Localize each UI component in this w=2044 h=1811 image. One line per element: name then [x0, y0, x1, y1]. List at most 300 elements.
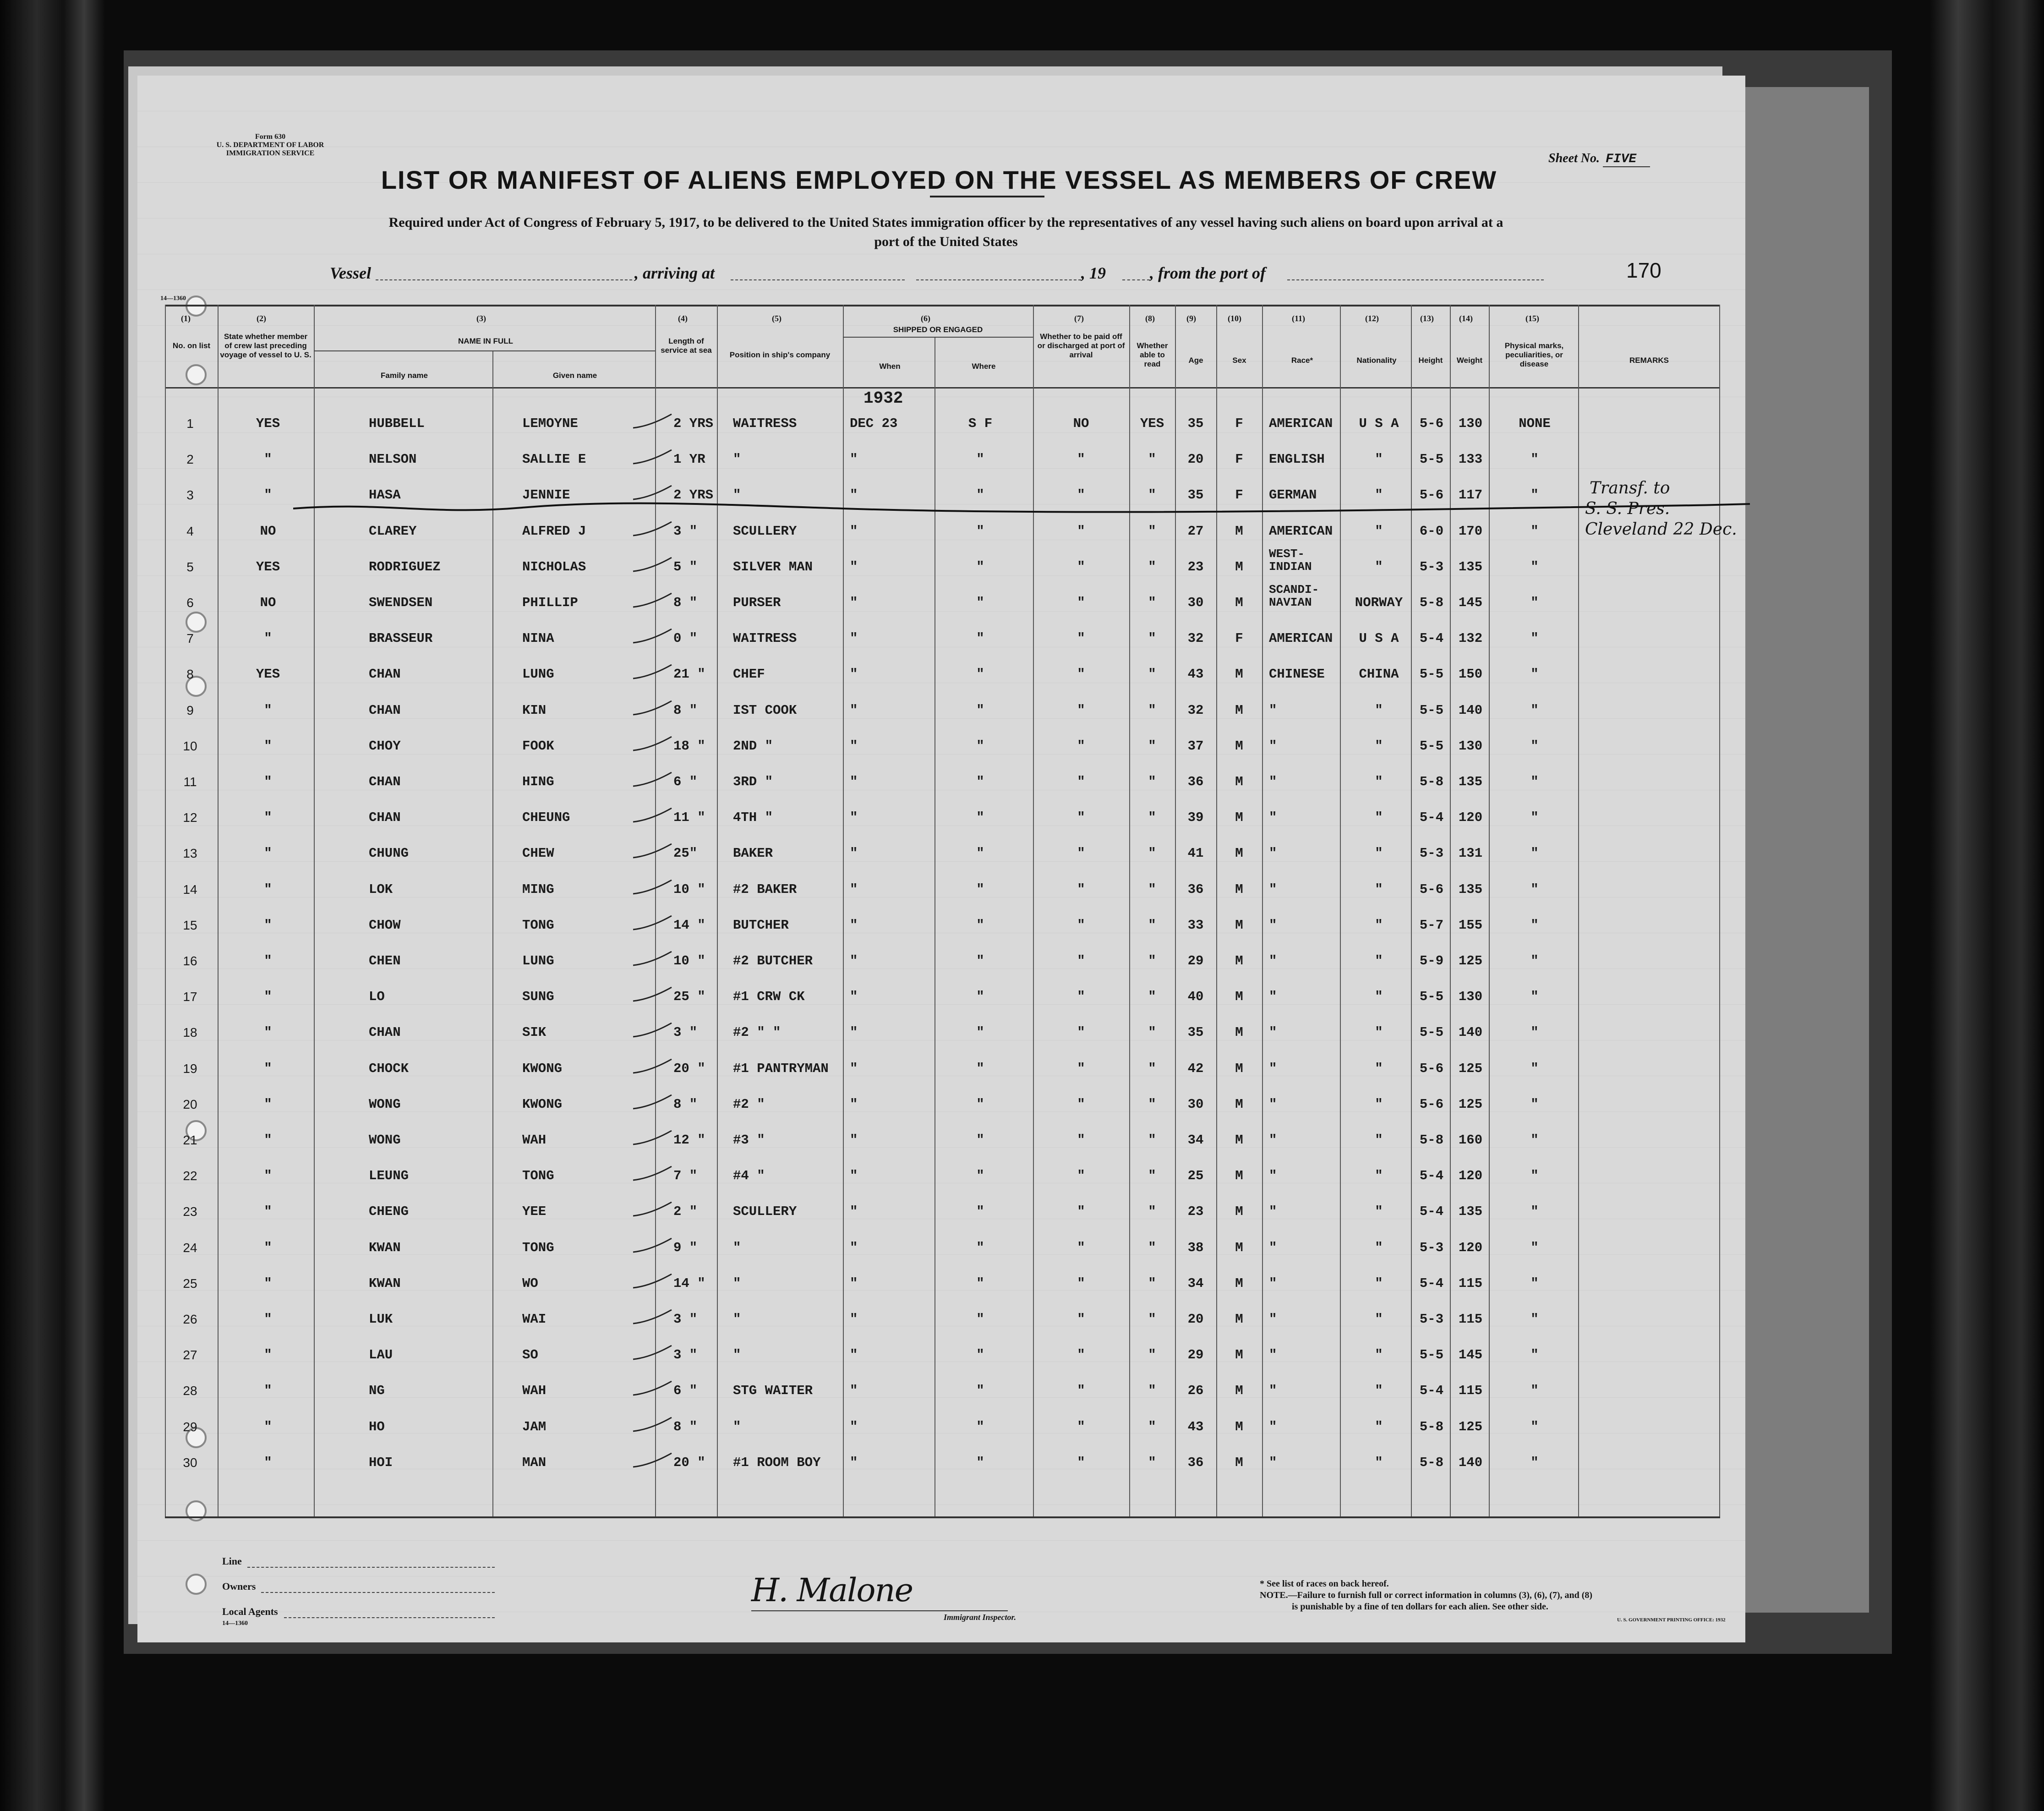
cell-service-length: 5 " — [673, 559, 698, 574]
cell-crew-status: " — [264, 631, 272, 646]
cell-family-name: CHUNG — [369, 846, 409, 861]
cell-sex: M — [1235, 595, 1243, 610]
cell-family-name: WONG — [369, 1133, 401, 1148]
cell-sex: M — [1235, 559, 1243, 574]
cell-given-name: KWONG — [522, 1061, 563, 1076]
col-num: (3) — [476, 314, 486, 323]
cell-shipped-where: " — [976, 523, 984, 539]
cell-physical-marks: " — [1530, 1275, 1539, 1291]
cell-row-number: 29 — [183, 1419, 197, 1434]
cell-nationality: " — [1375, 1025, 1383, 1040]
cell-able-to-read: " — [1148, 738, 1156, 754]
cell-nationality: " — [1375, 846, 1383, 861]
cell-shipped-where: " — [976, 487, 984, 503]
cell-nationality: U S A — [1359, 416, 1399, 431]
cell-row-number: 3 — [186, 488, 194, 503]
cell-shipped-where: " — [976, 559, 984, 574]
cell-age: 37 — [1187, 738, 1204, 754]
check-tick — [632, 985, 673, 1004]
cell-height: 5-6 — [1419, 1061, 1444, 1076]
cell-row-number: 27 — [183, 1348, 197, 1362]
cell-family-name: RODRIGUEZ — [369, 559, 441, 574]
cell-shipped-where: " — [976, 1455, 984, 1470]
cell-family-name: LO — [369, 989, 385, 1005]
cell-shipped-when: " — [850, 1419, 858, 1434]
cell-physical-marks: NONE — [1519, 416, 1551, 431]
cell-weight: 133 — [1458, 452, 1483, 467]
cell-row-number: 11 — [183, 775, 197, 789]
cell-service-length: 2 YRS — [673, 487, 714, 503]
cell-shipped-where: " — [976, 810, 984, 826]
check-tick — [632, 1416, 673, 1434]
cell-shipped-where: " — [976, 1347, 984, 1363]
scanner-border-left — [0, 0, 105, 1811]
cell-shipped-when: " — [850, 1240, 858, 1255]
cell-nationality: " — [1375, 1383, 1383, 1399]
check-tick — [632, 663, 673, 681]
cell-paid-off: " — [1077, 1133, 1085, 1148]
cell-able-to-read: " — [1148, 1455, 1156, 1470]
check-tick — [632, 1308, 673, 1326]
cell-physical-marks: " — [1530, 1312, 1539, 1327]
cell-crew-status: " — [264, 1383, 272, 1399]
cell-nationality: " — [1375, 487, 1383, 503]
cell-shipped-when: " — [850, 989, 858, 1005]
cell-age: 41 — [1187, 846, 1204, 861]
cell-family-name: CHOY — [369, 738, 401, 754]
cell-family-name: CHAN — [369, 810, 401, 826]
cell-physical-marks: " — [1530, 1204, 1539, 1220]
check-tick — [632, 1451, 673, 1470]
cell-crew-status: " — [264, 1455, 272, 1470]
cell-service-length: 10 " — [673, 953, 705, 968]
cell-height: 5-4 — [1419, 1204, 1444, 1220]
cell-nationality: " — [1375, 917, 1383, 933]
cell-race: " — [1269, 1275, 1277, 1291]
cell-position: " — [733, 452, 741, 467]
cell-able-to-read: " — [1148, 1383, 1156, 1399]
cell-nationality: " — [1375, 738, 1383, 754]
owners-label: Owners — [222, 1581, 256, 1592]
col-num: (1) — [181, 314, 191, 323]
cell-position: #4 " — [733, 1168, 765, 1184]
cell-able-to-read: " — [1148, 559, 1156, 574]
cell-age: 26 — [1187, 1383, 1204, 1399]
cell-race: " — [1269, 1383, 1277, 1399]
cell-row-number: 24 — [183, 1240, 197, 1255]
cell-age: 29 — [1187, 953, 1204, 968]
cell-row-number: 2 — [186, 452, 194, 467]
check-tick — [632, 1237, 673, 1255]
col-sex: Sex — [1232, 356, 1246, 365]
cell-position: 3RD " — [733, 774, 773, 789]
cell-able-to-read: " — [1148, 1025, 1156, 1040]
col-num: (2) — [257, 314, 266, 323]
check-tick — [632, 1093, 673, 1111]
cell-crew-status: YES — [256, 416, 280, 431]
cell-service-length: 3 " — [673, 1347, 698, 1363]
cell-age: 27 — [1187, 523, 1204, 539]
cell-able-to-read: " — [1148, 595, 1156, 610]
cell-family-name: CHEN — [369, 953, 401, 968]
cell-shipped-when: " — [850, 1025, 858, 1040]
col-num: (5) — [772, 314, 782, 323]
cell-weight: 115 — [1458, 1275, 1483, 1291]
cell-crew-status: " — [264, 1347, 272, 1363]
title-underline — [930, 196, 1044, 197]
cell-weight: 160 — [1458, 1133, 1483, 1148]
cell-age: 34 — [1187, 1275, 1204, 1291]
cell-crew-status: " — [264, 1133, 272, 1148]
cell-crew-status: " — [264, 1419, 272, 1434]
cell-weight: 155 — [1458, 917, 1483, 933]
cell-shipped-where: " — [976, 1204, 984, 1220]
cell-height: 5-5 — [1419, 1025, 1444, 1040]
cell-service-length: 20 " — [673, 1455, 705, 1470]
col-where: Where — [972, 362, 996, 371]
col-num: (14) — [1459, 314, 1473, 323]
cell-service-length: 10 " — [673, 881, 705, 897]
cell-sex: F — [1235, 631, 1243, 646]
cell-nationality: " — [1375, 1240, 1383, 1255]
cell-shipped-where: S F — [968, 416, 993, 431]
cell-service-length: 6 " — [673, 774, 698, 789]
cell-given-name: WAH — [522, 1383, 547, 1399]
cell-race: " — [1269, 1168, 1277, 1184]
table-top-rule — [165, 305, 1720, 306]
cell-service-length: 1 YR — [673, 452, 705, 467]
cell-weight: 117 — [1458, 487, 1483, 503]
cell-physical-marks: " — [1530, 631, 1539, 646]
cell-row-number: 22 — [183, 1169, 197, 1183]
cell-able-to-read: " — [1148, 1061, 1156, 1076]
cell-nationality: " — [1375, 1204, 1383, 1220]
cell-race: " — [1269, 1204, 1277, 1220]
cell-sex: M — [1235, 1383, 1243, 1399]
cell-nationality: " — [1375, 523, 1383, 539]
cell-service-length: 14 " — [673, 917, 705, 933]
cell-given-name: TONG — [522, 917, 554, 933]
cell-shipped-where: " — [976, 1419, 984, 1434]
cell-row-number: 12 — [183, 810, 197, 825]
cell-paid-off: " — [1077, 1419, 1085, 1434]
col-remarks: REMARKS — [1629, 356, 1669, 365]
cell-sex: M — [1235, 881, 1243, 897]
cell-family-name: NG — [369, 1383, 385, 1399]
cell-nationality: " — [1375, 1347, 1383, 1363]
cell-crew-status: " — [264, 702, 272, 718]
cell-nationality: " — [1375, 559, 1383, 574]
cell-height: 5-5 — [1419, 989, 1444, 1005]
check-tick — [632, 448, 673, 466]
cell-shipped-where: " — [976, 953, 984, 968]
cell-physical-marks: " — [1530, 1061, 1539, 1076]
col-given-name: Given name — [552, 371, 597, 380]
cell-service-length: 12 " — [673, 1133, 705, 1148]
cell-given-name: TONG — [522, 1240, 554, 1255]
cell-physical-marks: " — [1530, 595, 1539, 610]
cell-weight: 130 — [1458, 416, 1483, 431]
cell-height: 5-7 — [1419, 917, 1444, 933]
cell-shipped-when: " — [850, 1133, 858, 1148]
cell-given-name: LUNG — [522, 667, 554, 682]
cell-shipped-when: " — [850, 1096, 858, 1112]
cell-family-name: LEUNG — [369, 1168, 409, 1184]
cell-row-number: 10 — [183, 739, 197, 753]
col-when: When — [879, 362, 901, 371]
cell-given-name: SIK — [522, 1025, 547, 1040]
cell-sex: M — [1235, 810, 1243, 826]
cell-sex: M — [1235, 1061, 1243, 1076]
cell-family-name: HASA — [369, 487, 401, 503]
cell-service-length: 3 " — [673, 523, 698, 539]
cell-family-name: BRASSEUR — [369, 631, 433, 646]
cell-crew-status: " — [264, 1096, 272, 1112]
cell-race: " — [1269, 738, 1277, 754]
cell-age: 42 — [1187, 1061, 1204, 1076]
col-shipped-engaged: SHIPPED OR ENGAGED — [893, 325, 983, 334]
col-num: (8) — [1145, 314, 1155, 323]
check-tick — [632, 914, 673, 932]
cell-shipped-where: " — [976, 738, 984, 754]
cell-shipped-when: " — [850, 452, 858, 467]
form-number: Form 630 — [255, 133, 286, 141]
cell-race: WEST- INDIAN — [1269, 547, 1312, 574]
sheet-label: Sheet No. — [1548, 151, 1600, 165]
cell-nationality: " — [1375, 989, 1383, 1005]
cell-crew-status: " — [264, 1204, 272, 1220]
cell-nationality: " — [1375, 810, 1383, 826]
line-label: Line — [222, 1555, 242, 1567]
cell-position: #1 ROOM BOY — [733, 1455, 821, 1470]
cell-service-length: 8 " — [673, 595, 698, 610]
cell-given-name: MAN — [522, 1455, 547, 1470]
cell-paid-off: " — [1077, 559, 1085, 574]
col-num: (15) — [1525, 314, 1539, 323]
cell-able-to-read: " — [1148, 1133, 1156, 1148]
cell-race: ENGLISH — [1269, 452, 1325, 467]
cell-nationality: " — [1375, 1312, 1383, 1327]
year-label: , 19 — [1081, 264, 1106, 282]
cell-paid-off: " — [1077, 1347, 1085, 1363]
cell-height: 5-6 — [1419, 881, 1444, 897]
cell-shipped-where: " — [976, 702, 984, 718]
cell-age: 30 — [1187, 595, 1204, 610]
cell-family-name: KWAN — [369, 1275, 401, 1291]
cell-service-length: 8 " — [673, 1419, 698, 1434]
cell-race: " — [1269, 1133, 1277, 1148]
cell-crew-status: " — [264, 953, 272, 968]
cell-service-length: 14 " — [673, 1275, 705, 1291]
cell-position: " — [733, 1275, 741, 1291]
cell-service-length: 8 " — [673, 1096, 698, 1112]
cell-able-to-read: " — [1148, 1204, 1156, 1220]
cell-height: 5-4 — [1419, 1383, 1444, 1399]
cell-paid-off: " — [1077, 1168, 1085, 1184]
cell-row-number: 15 — [183, 918, 197, 932]
cell-row-number: 6 — [186, 596, 194, 610]
cell-shipped-where: " — [976, 631, 984, 646]
cell-nationality: " — [1375, 881, 1383, 897]
cell-paid-off: " — [1077, 1204, 1085, 1220]
cell-weight: 132 — [1458, 631, 1483, 646]
cell-given-name: FOOK — [522, 738, 554, 754]
cell-able-to-read: " — [1148, 523, 1156, 539]
cell-height: 5-8 — [1419, 595, 1444, 610]
cell-row-number: 21 — [183, 1133, 197, 1147]
table-bottom-rule — [165, 1516, 1720, 1518]
cell-height: 5-5 — [1419, 738, 1444, 754]
cell-sex: M — [1235, 667, 1243, 682]
col-nationality: Nationality — [1356, 356, 1397, 365]
col-race: Race* — [1291, 356, 1313, 365]
cell-paid-off: " — [1077, 667, 1085, 682]
cell-height: 5-3 — [1419, 559, 1444, 574]
col-member-last-voyage: State whether member of crew last preceding voyage of vessel to U. S. — [220, 332, 312, 359]
check-tick — [632, 842, 673, 860]
cell-weight: 125 — [1458, 1096, 1483, 1112]
cell-race: GERMAN — [1269, 487, 1317, 503]
cell-given-name: YEE — [522, 1204, 547, 1220]
cell-position: BUTCHER — [733, 917, 789, 933]
cell-age: 34 — [1187, 1133, 1204, 1148]
department: U. S. DEPARTMENT OF LABOR — [216, 141, 324, 149]
cell-family-name: CHOCK — [369, 1061, 409, 1076]
cell-family-name: CHAN — [369, 702, 401, 718]
check-tick — [632, 627, 673, 646]
cell-weight: 135 — [1458, 1204, 1483, 1220]
cell-age: 35 — [1187, 1025, 1204, 1040]
cell-weight: 120 — [1458, 1240, 1483, 1255]
cell-sex: M — [1235, 1240, 1243, 1255]
cell-family-name: NELSON — [369, 452, 417, 467]
cell-paid-off: " — [1077, 1455, 1085, 1470]
cell-paid-off: " — [1077, 1383, 1085, 1399]
cell-physical-marks: " — [1530, 738, 1539, 754]
cell-given-name: WO — [522, 1275, 538, 1291]
remark-line-3: Cleveland 22 Dec. — [1585, 520, 1737, 539]
cell-shipped-when: " — [850, 1061, 858, 1076]
cell-sex: M — [1235, 523, 1243, 539]
check-tick — [632, 1129, 673, 1147]
cell-race: " — [1269, 917, 1277, 933]
cell-race: CHINESE — [1269, 667, 1325, 682]
punch-hole — [186, 612, 207, 633]
cell-age: 25 — [1187, 1168, 1204, 1184]
cell-age: 38 — [1187, 1240, 1204, 1255]
cell-shipped-where: " — [976, 452, 984, 467]
check-tick — [632, 1379, 673, 1398]
cell-able-to-read: " — [1148, 631, 1156, 646]
cell-family-name: HOI — [369, 1455, 393, 1470]
cell-row-number: 16 — [183, 954, 197, 968]
service: IMMIGRATION SERVICE — [226, 149, 315, 157]
cell-shipped-when: " — [850, 559, 858, 574]
cell-age: 33 — [1187, 917, 1204, 933]
cell-able-to-read: " — [1148, 1419, 1156, 1434]
cell-race: " — [1269, 774, 1277, 789]
cell-race: AMERICAN — [1269, 631, 1333, 646]
punch-hole — [186, 1574, 207, 1595]
remark-line-2: S. S. Pres. — [1585, 499, 1670, 518]
cell-position: SILVER MAN — [733, 559, 813, 574]
cell-height: 5-4 — [1419, 631, 1444, 646]
cell-row-number: 18 — [183, 1025, 197, 1040]
cell-nationality: " — [1375, 1275, 1383, 1291]
cell-given-name: KWONG — [522, 1096, 563, 1112]
cell-able-to-read: " — [1148, 810, 1156, 826]
agents-stock: 14—1360 — [222, 1620, 248, 1627]
cell-weight: 115 — [1458, 1383, 1483, 1399]
cell-given-name: PHILLIP — [522, 595, 578, 610]
cell-height: 5-5 — [1419, 1347, 1444, 1363]
check-tick — [632, 412, 673, 431]
cell-position: " — [733, 1312, 741, 1327]
cell-weight: 170 — [1458, 523, 1483, 539]
cell-physical-marks: " — [1530, 1455, 1539, 1470]
cell-shipped-when: " — [850, 953, 858, 968]
cell-weight: 135 — [1458, 774, 1483, 789]
cell-age: 20 — [1187, 1312, 1204, 1327]
cell-given-name: LEMOYNE — [522, 416, 578, 431]
cell-shipped-where: " — [976, 1312, 984, 1327]
cell-service-length: 7 " — [673, 1168, 698, 1184]
col-height: Height — [1418, 356, 1443, 365]
cell-race: " — [1269, 1061, 1277, 1076]
cell-family-name: SWENDSEN — [369, 595, 433, 610]
cell-shipped-when: " — [850, 702, 858, 718]
cell-row-number: 30 — [183, 1455, 197, 1470]
cell-sex: M — [1235, 738, 1243, 754]
cell-position: WAITRESS — [733, 416, 797, 431]
cell-service-length: 21 " — [673, 667, 705, 682]
cell-sex: M — [1235, 1347, 1243, 1363]
agents-label: Local Agents — [222, 1606, 278, 1617]
cell-shipped-when: " — [850, 1312, 858, 1327]
cell-crew-status: " — [264, 1168, 272, 1184]
cell-able-to-read: " — [1148, 917, 1156, 933]
cell-service-length: 18 " — [673, 738, 705, 754]
cell-race: AMERICAN — [1269, 416, 1333, 431]
cell-physical-marks: " — [1530, 559, 1539, 574]
cell-race: " — [1269, 1419, 1277, 1434]
cell-race: " — [1269, 881, 1277, 897]
col-length-service: Length of service at sea — [661, 337, 712, 355]
cell-paid-off: " — [1077, 774, 1085, 789]
cell-height: 5-8 — [1419, 1455, 1444, 1470]
cell-nationality: " — [1375, 1168, 1383, 1184]
cell-row-number: 28 — [183, 1384, 197, 1398]
cell-given-name: SUNG — [522, 989, 554, 1005]
cell-family-name: CHENG — [369, 1204, 409, 1220]
cell-weight: 130 — [1458, 738, 1483, 754]
cell-shipped-when: " — [850, 667, 858, 682]
cell-sex: M — [1235, 1204, 1243, 1220]
cell-sex: M — [1235, 1419, 1243, 1434]
cell-given-name: SO — [522, 1347, 538, 1363]
cell-row-number: 19 — [183, 1061, 197, 1076]
year-written: 1932 — [864, 389, 903, 408]
cell-position: 4TH " — [733, 810, 773, 826]
check-tick — [632, 771, 673, 789]
cell-crew-status: YES — [256, 559, 280, 574]
cell-paid-off: " — [1077, 738, 1085, 754]
cell-position: BAKER — [733, 846, 773, 861]
cell-given-name: KIN — [522, 702, 547, 718]
cell-given-name: TONG — [522, 1168, 554, 1184]
cell-given-name: WAI — [522, 1312, 547, 1327]
cell-service-length: 20 " — [673, 1061, 705, 1076]
